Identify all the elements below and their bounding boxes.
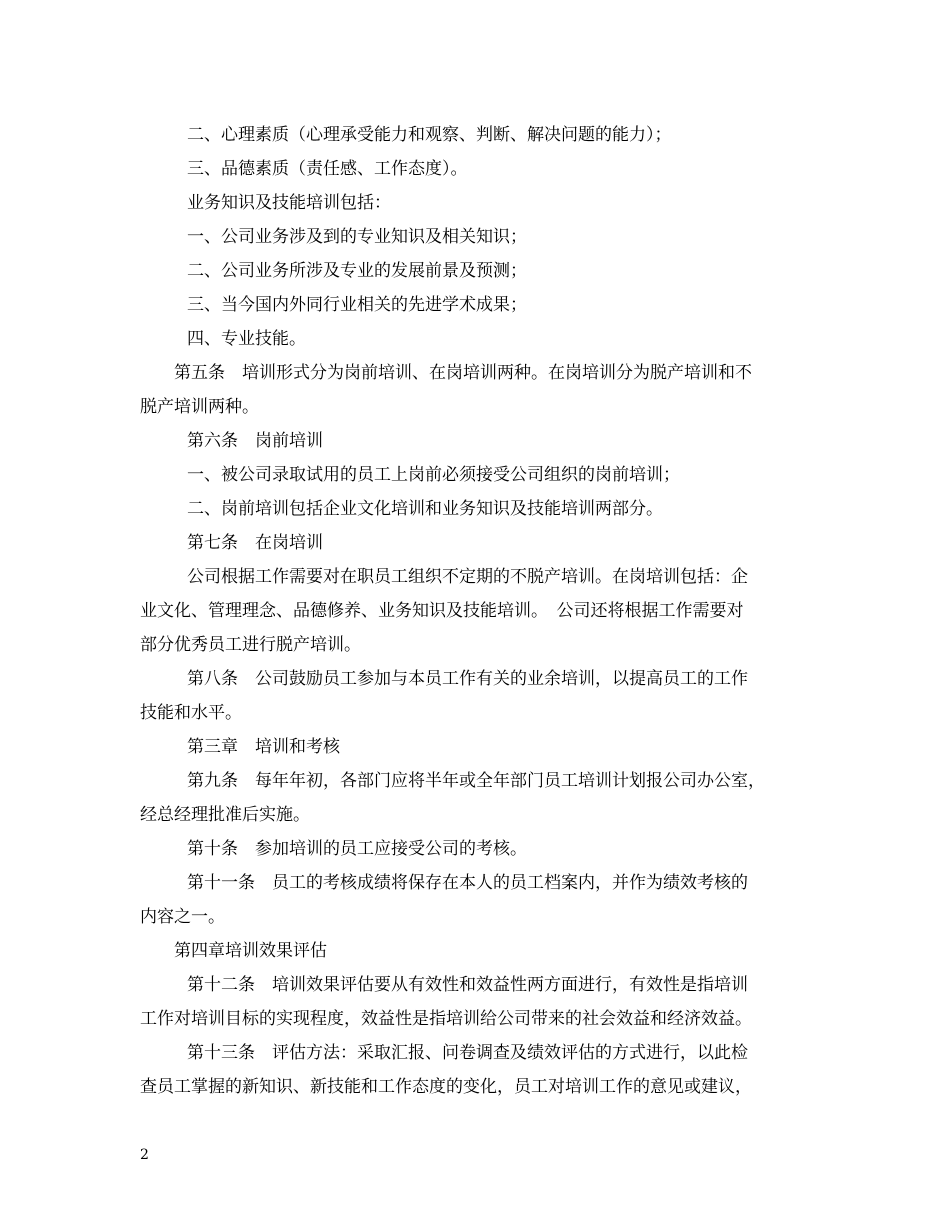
article-8-line: 第八条 公司鼓励员工参加与本员工作有关的业余培训，以提高员工的工作 <box>187 669 748 689</box>
paragraph-line: 三、品德素质（责任感、工作态度）。 <box>187 159 468 179</box>
paragraph-line: 业务知识及技能培训包括： <box>187 193 391 213</box>
paragraph-line: 四、专业技能。 <box>187 329 306 349</box>
article-12-line: 第十二条 培训效果评估要从有效性和效益性两方面进行，有效性是指培训 <box>187 975 748 995</box>
chapter-3-heading: 第三章 培训和考核 <box>187 737 340 757</box>
paragraph-line: 二、公司业务所涉及专业的发展前景及预测； <box>187 261 527 281</box>
chapter-4-heading: 第四章培训效果评估 <box>174 941 327 961</box>
paragraph-line: 三、当今国内外同行业相关的先进学术成果； <box>187 295 527 315</box>
article-7-heading: 第七条 在岗培训 <box>187 533 323 553</box>
article-13-line: 第十三条 评估方法：采取汇报、问卷调查及绩效评估的方式进行，以此检 <box>187 1043 748 1063</box>
article-6-heading: 第六条 岗前培训 <box>187 431 323 451</box>
article-11-line: 第十一条 员工的考核成绩将保存在本人的员工档案内，并作为绩效考核的 <box>187 873 748 893</box>
paragraph-line: 技能和水平。 <box>140 703 242 723</box>
paragraph-line: 二、心理素质（心理承受能力和观察、判断、解决问题的能力）； <box>187 125 672 145</box>
paragraph-line: 二、岗前培训包括企业文化培训和业务知识及技能培训两部分。 <box>187 499 663 519</box>
paragraph-line: 工作对培训目标的实现程度，效益性是指培训给公司带来的社会效益和经济效益。 <box>140 1009 752 1029</box>
paragraph-line: 经总经理批准后实施。 <box>140 805 310 825</box>
article-5-line: 第五条 培训形式分为岗前培训、在岗培训两种。在岗培训分为脱产培训和不 <box>174 363 752 383</box>
paragraph-line: 脱产培训两种。 <box>140 397 259 417</box>
paragraph-line: 内容之一。 <box>140 907 225 927</box>
paragraph-line: 部分优秀员工进行脱产培训。 <box>140 635 361 655</box>
paragraph-line: 公司根据工作需要对在职员工组织不定期的不脱产培训。在岗培训包括：企 <box>187 567 748 587</box>
paragraph-line: 业文化、管理理念、品德修养、业务知识及技能培训。 公司还将根据工作需要对 <box>140 601 744 621</box>
page-number: 2 <box>140 1147 149 1163</box>
paragraph-line: 一、公司业务涉及到的专业知识及相关知识； <box>187 227 527 247</box>
article-9-line: 第九条 每年年初，各部门应将半年或全年部门员工培训计划报公司办公室， <box>187 771 765 791</box>
article-10-line: 第十条 参加培训的员工应接受公司的考核。 <box>187 839 527 859</box>
body-text <box>140 118 812 1104</box>
paragraph-line: 查员工掌握的新知识、新技能和工作态度的变化，员工对培训工作的意见或建议， <box>140 1077 752 1097</box>
paragraph-line: 一、被公司录取试用的员工上岗前必须接受公司组织的岗前培训； <box>187 465 680 485</box>
